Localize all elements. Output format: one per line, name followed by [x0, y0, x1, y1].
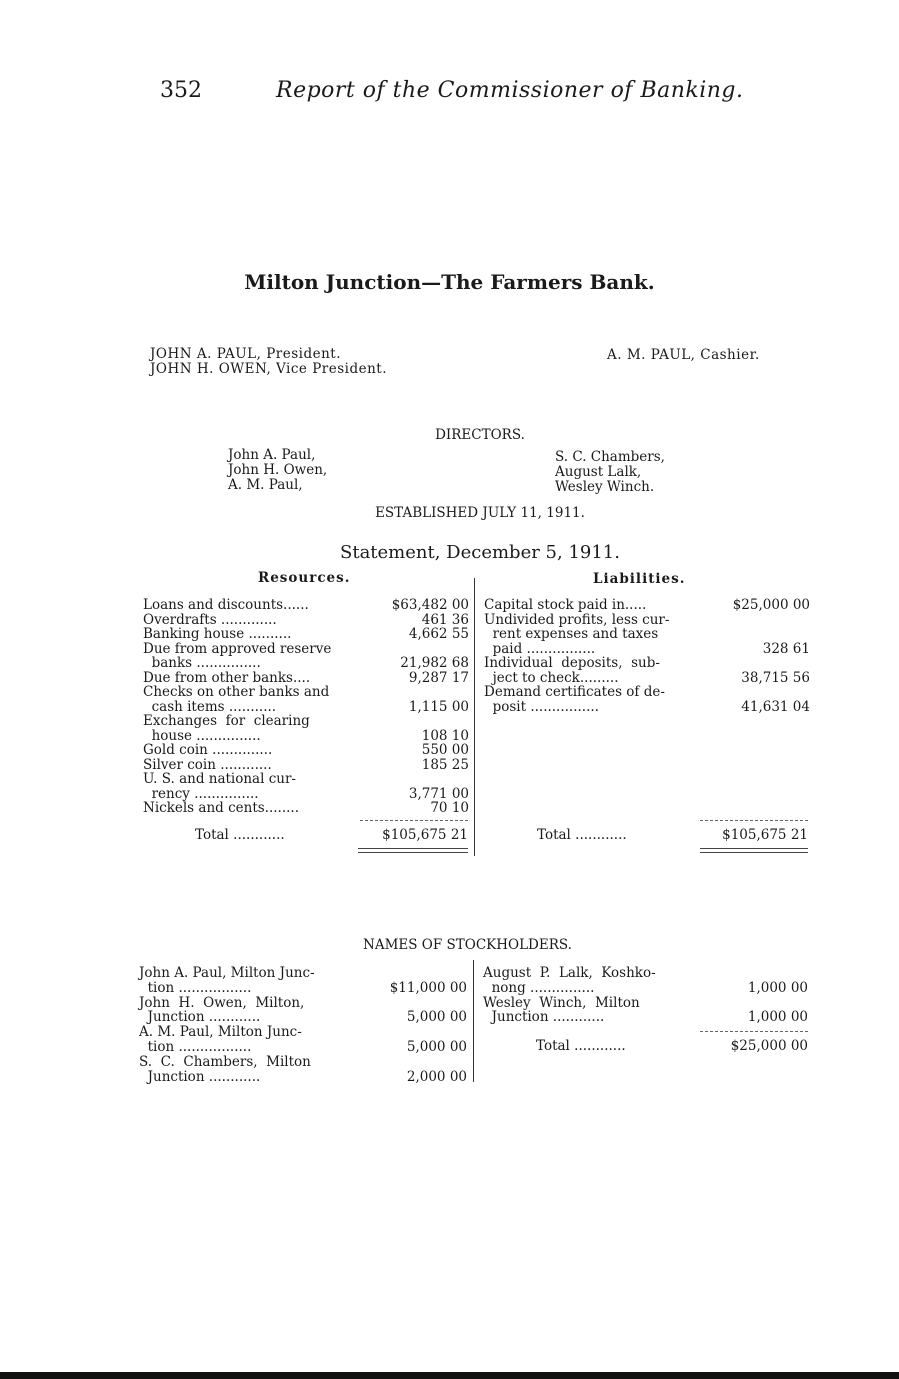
total-label: Total ............ [537, 827, 627, 843]
entry-label: Due from approved reserve [143, 640, 332, 657]
entry-amount: $63,482 00 [391, 597, 469, 613]
officer-president: JOHN A. PAUL, President. [150, 346, 342, 362]
director: A. M. Paul, [228, 477, 303, 493]
resources-total-amount: $105,675 21 [382, 827, 468, 843]
entry-label: U. S. and national cur- [143, 771, 296, 787]
entry-label: Wesley Winch, Milton [483, 994, 640, 1011]
total-rule [700, 820, 808, 822]
total-label: Total ............ [536, 1038, 626, 1054]
entry-label: banks ............... [143, 655, 261, 671]
directors-right [555, 450, 665, 495]
entry-amount: 3,771 00 [408, 785, 469, 802]
entry-label: Checks on other banks and [143, 684, 330, 700]
entry-label: Capital stock paid in..... [484, 597, 647, 613]
entry-label: rency ............... [143, 785, 259, 802]
entry-label: cash items ........... [143, 698, 277, 715]
entry-amount: $25,000 00 [732, 597, 810, 613]
entry-label: Overdrafts ............. [143, 611, 277, 628]
total-label: Total ............ [195, 827, 285, 843]
director: John A. Paul, [228, 447, 316, 463]
entry-label: Junction ............ [139, 1009, 261, 1026]
statement-title: Statement, December 5, 1911. [340, 542, 620, 563]
entry-label: August P. Lalk, Koshko- [483, 965, 656, 981]
entry-amount: $11,000 00 [389, 979, 467, 996]
entry-label: Gold coin .............. [143, 742, 273, 758]
stockholders-total-amount: $25,000 00 [730, 1038, 808, 1054]
entry-label: John H. Owen, Milton, [139, 994, 305, 1011]
total-rule [360, 820, 468, 822]
entry-label: Junction ............ [139, 1068, 261, 1085]
entry-amount: 1,000 00 [747, 1009, 808, 1026]
liabilities-total-amount: $105,675 21 [722, 827, 808, 843]
entry-amount: 5,000 00 [406, 1009, 467, 1026]
column-divider [473, 960, 474, 1082]
entry-label: Nickels and cents........ [143, 800, 300, 816]
stockholders-right-table [483, 966, 808, 1026]
double-rule [358, 848, 468, 849]
entry-label: Individual deposits, sub- [484, 655, 660, 671]
entry-amount: 9,287 17 [408, 669, 469, 686]
resources-heading: Resources. [258, 570, 351, 586]
entry-amount: 5,000 00 [406, 1039, 467, 1055]
page-number: 352 [160, 78, 202, 103]
director: August Lalk, [555, 464, 642, 480]
director: John H. Owen, [228, 462, 328, 478]
officers-list [150, 347, 387, 377]
stockholders-heading: NAMES OF STOCKHOLDERS. [363, 937, 572, 953]
entry-label: John A. Paul, Milton Junc- [139, 965, 315, 981]
double-rule [358, 852, 468, 853]
entry-label: Junction ............ [483, 1009, 605, 1026]
entry-amount: 4,662 55 [408, 626, 469, 642]
entry-label: nong ............... [483, 979, 595, 996]
entry-label: Undivided profits, less cur- [484, 611, 670, 628]
directors-heading: DIRECTORS. [435, 427, 525, 443]
entry-label: tion ................. [139, 979, 252, 996]
scan-edge [0, 1372, 899, 1379]
entry-label: Silver coin ............ [143, 756, 272, 773]
entry-label: ject to check......... [484, 669, 619, 686]
entry-amount: 461 36 [421, 611, 469, 628]
entry-amount: 2,000 00 [406, 1068, 467, 1085]
entry-label: Loans and discounts...... [143, 597, 309, 613]
liabilities-table [484, 598, 810, 728]
entry-label: A. M. Paul, Milton Junc- [139, 1024, 302, 1041]
entry-label: tion ................. [139, 1039, 252, 1055]
director: S. C. Chambers, [555, 449, 665, 465]
directors-left [228, 448, 327, 493]
entry-label: S. C. Chambers, Milton [139, 1053, 311, 1070]
entry-label: Demand certificates of de- [484, 684, 665, 700]
entry-label: paid ................ [484, 640, 596, 657]
entry-amount: 70 10 [430, 800, 469, 816]
bank-title: Milton Junction—The Farmers Bank. [244, 270, 655, 294]
entry-label: posit ................ [484, 698, 599, 715]
total-rule [700, 1031, 808, 1033]
entry-label: Banking house .......... [143, 626, 292, 642]
entry-label: Exchanges for clearing [143, 713, 310, 729]
entry-label: Due from other banks.... [143, 669, 311, 686]
entry-amount: 1,000 00 [747, 979, 808, 996]
entry-amount: 185 25 [421, 756, 469, 773]
stockholders-left-table [139, 966, 467, 1086]
column-divider [474, 578, 475, 856]
entry-amount: 108 10 [421, 727, 469, 744]
entry-amount: 41,631 04 [741, 698, 810, 715]
entry-label: house ............... [143, 727, 261, 744]
double-rule [700, 848, 808, 849]
established-date: ESTABLISHED JULY 11, 1911. [375, 505, 585, 521]
entry-amount: 21,982 68 [400, 655, 469, 671]
officer-vice-president: JOHN H. OWEN, Vice President. [150, 361, 388, 377]
entry-amount: 1,115 00 [408, 698, 469, 715]
director: Wesley Winch. [555, 479, 655, 495]
entry-amount: 328 61 [762, 640, 810, 657]
entry-label: rent expenses and taxes [484, 626, 659, 642]
entry-amount: 550 00 [421, 742, 469, 758]
resources-table [143, 598, 469, 818]
double-rule [700, 852, 808, 853]
liabilities-heading: Liabilities. [593, 571, 686, 587]
entry-amount: 38,715 56 [741, 669, 810, 686]
running-title: Report of the Commissioner of Banking. [276, 78, 744, 103]
officer-cashier: A. M. PAUL, Cashier. [607, 347, 760, 363]
